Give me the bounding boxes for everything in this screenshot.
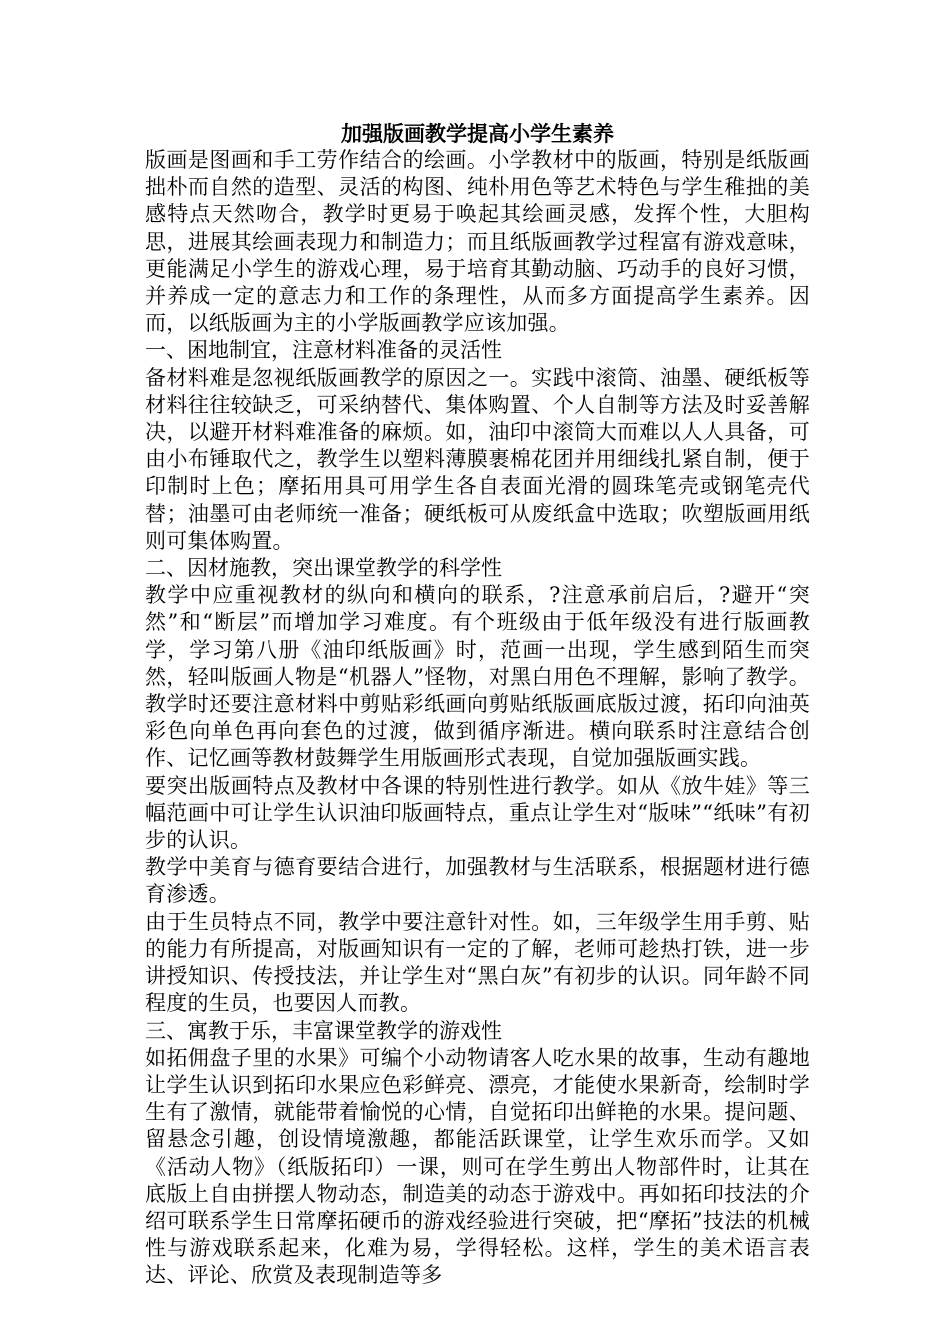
section-1-heading: 一、困地制宜，注意材料准备的灵活性 xyxy=(145,338,502,363)
section-2-paragraph-2: 要突出版画特点及教材中各课的特别性进行教学。如从《放牛娃》等三幅范画中可让学生认识油印版画特点，重点让学生对“版味”“纸味”有初步的认识。 xyxy=(145,773,810,853)
document-page xyxy=(145,121,810,1290)
document-title: 加强版画教学提高小学生素养 xyxy=(341,121,614,146)
section-2-heading: 二、因材施教，突出课堂教学的科学性 xyxy=(145,556,502,581)
intro-paragraph: 版画是图画和手工劳作结合的绘画。小学教材中的版画，特别是纸版画拙朴而自然的造型、灵活的构图、纯朴用色等艺术特色与学生稚拙的美感特点天然吻合，教学时更易于唤起其绘画灵感，发挥个性，大胆构思，进展其绘画表现力和制造力；而且纸版画教学过程富有游戏意味，更能满足小学生的游戏心理，易于培育其勤动脑、巧动手的良好习惯，并养成一定的意志力和工作的条理性，从而多方面提高学生素养。因而，以纸版画为主的小学版画教学应该加强。 xyxy=(145,148,810,336)
section-3-heading: 三、寓教于乐，丰富课堂教学的游戏性 xyxy=(145,1018,502,1043)
section-1-paragraph-1: 备材料难是忽视纸版画教学的原因之一。实践中滚筒、油墨、硬纸板等材料往往较缺乏，可采纳替代、集体购置、个人自制等方法及时妥善解决，以避开材料难准备的麻烦。如，油印中滚筒大而难以人人具备，可由小布锤取代之，教学生以塑料薄膜裹棉花团并用细线扎紧自制，便于印制时上色；摩拓用具可用学生各自表面光滑的圆珠笔壳或钢笔壳代替；油墨可由老师统一准备；硬纸板可从废纸盒中选取；吹塑版画用纸则可集体购置。 xyxy=(145,365,810,553)
section-2-paragraph-4: 由于生员特点不同，教学中要注意针对性。如，三年级学生用手剪、贴的能力有所提高，对版画知识有一定的了解，老师可趁热打铁，进一步讲授知识、传授技法，并让学生对“黑白灰”有初步的认识。同年龄不同程度的生员，也要因人而教。 xyxy=(145,909,810,1016)
section-2-paragraph-3: 教学中美育与德育要结合进行，加强教材与生活联系，根据题材进行德育渗透。 xyxy=(145,855,810,907)
section-3-paragraph-1: 如拓佣盘子里的水果》可编个小动物请客人吃水果的故事，生动有趣地让学生认识到拓印水果应色彩鲜亮、漂亮，才能使水果新奇，绘制时学生有了激情，就能带着愉悦的心情，自觉拓印出鲜艳的水果。提问题、留悬念引趣，创设情境激趣，都能活跃课堂，让学生欢乐而学。又如《活动人物》（纸版拓印）一课，则可在学生剪出人物部件时，让其在底版上自由拼摆人物动态，制造美的动态于游戏中。再如拓印技法的介绍可联系学生日常摩拓硬币的游戏经验进行突破，把“摩拓”技法的机械性与游戏联系起来，化难为易，学得轻松。这样，学生的美术语言表达、评论、欣赏及表现制造等多 xyxy=(145,1045,810,1288)
section-2-paragraph-1: 教学中应重视教材的纵向和横向的联系，?注意承前启后，?避开“突然”和“断层”而增加学习难度。有个班级由于低年级没有进行版画教学，学习第八册《油印纸版画》时，范画一出现，学生感到陌生而突然，轻叫版画人物是“机器人”怪物，对黑白用色不理解，影响了教学。教学时还要注意材料中剪贴彩纸画向剪贴纸版画底版过渡，拓印向油英彩色向单色再向套色的过渡，做到循序渐进。横向联系时注意结合创作、记忆画等教材鼓舞学生用版画形式表现，自觉加强版画实践。 xyxy=(145,583,810,771)
